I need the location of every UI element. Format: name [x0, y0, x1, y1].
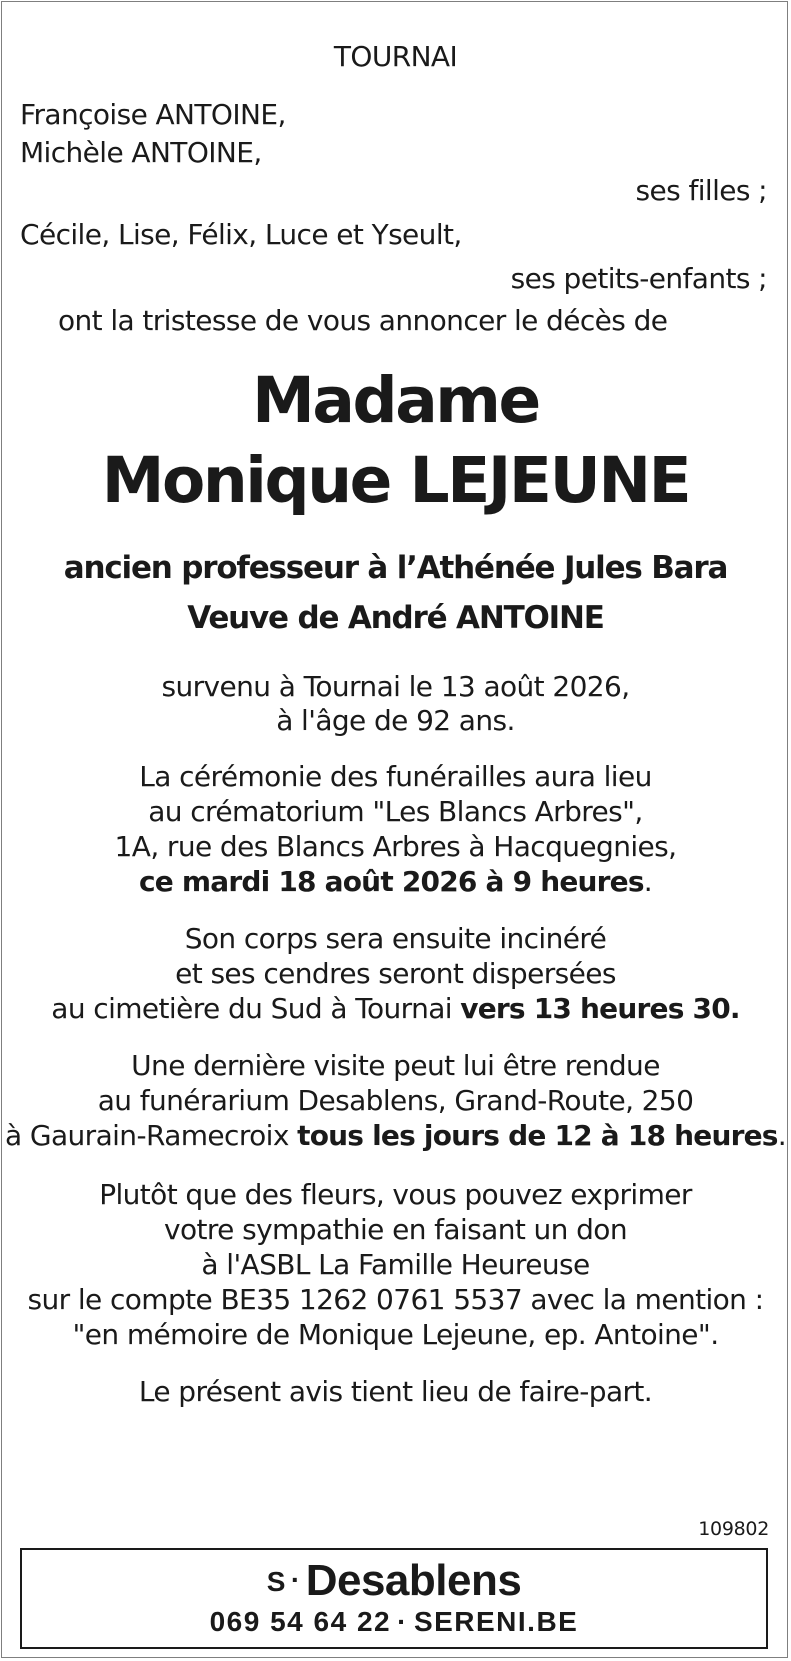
announcement-text: ont la tristesse de vous annoncer le décès de [58, 304, 668, 337]
daughter-name: Michèle ANTOINE, [20, 136, 262, 169]
reference-number: 109802 [698, 1518, 769, 1540]
cremation-time: vers 13 heures 30. [460, 992, 740, 1025]
phone-number: 069 54 64 22 [209, 1606, 392, 1637]
ceremony-address: 1A, rue des Blancs Arbres à Hacquegnies, [114, 830, 677, 863]
funeral-home-contact [22, 1606, 766, 1638]
deceased-widow-of: Veuve de André ANTOINE [187, 600, 604, 636]
deceased-profession: ancien professeur à l’Athénée Jules Bara [63, 550, 728, 586]
funeral-home-logo [22, 1556, 766, 1606]
cremation-line: et ses cendres seront dispersées [175, 957, 616, 990]
visit-address: au funérarium Desablens, Grand-Route, 250 [97, 1084, 694, 1117]
grandchildren-role: ses petits-enfants ; [510, 262, 767, 295]
cremation-line: Son corps sera ensuite incinéré [184, 922, 607, 955]
website-link[interactable]: SERENI.BE [413, 1606, 579, 1637]
donation-recipient: à l'ASBL La Famille Heureuse [201, 1248, 590, 1281]
donation-account: sur le compte BE35 1262 0761 5537 avec la mention : [27, 1283, 764, 1316]
deceased-name: Monique LEJEUNE [101, 444, 690, 517]
death-place-date: survenu à Tournai le 13 août 2026, [161, 670, 630, 703]
obituary-notice [1, 1, 788, 1658]
donation-mention: "en mémoire de Monique Lejeune, ep. Antoine". [72, 1318, 719, 1351]
city-heading: TOURNAI [333, 40, 458, 73]
deceased-title: Madame [252, 364, 539, 437]
cremation-place: au cimetière du Sud à Tournai [51, 992, 461, 1025]
visit-hours [2, 1119, 789, 1152]
ceremony-line: La cérémonie des funérailles aura lieu [139, 760, 652, 793]
death-age: à l'âge de 92 ans. [276, 704, 515, 737]
donation-line: Plutôt que des fleurs, vous pouvez exprimer [99, 1178, 692, 1211]
ceremony-date [2, 865, 789, 898]
cremation-place-time [2, 992, 789, 1025]
visit-line: Une dernière visite peut lui être rendue [131, 1049, 660, 1082]
grandchildren-names: Cécile, Lise, Félix, Luce et Yseult, [20, 218, 462, 251]
daughter-name: Françoise ANTOINE, [20, 98, 286, 131]
ceremony-date-end: . [643, 865, 653, 898]
funeral-home-name: Desablens [305, 1556, 522, 1605]
donation-line: votre sympathie en faisant un don [164, 1213, 627, 1246]
closing-text: Le présent avis tient lieu de faire-part. [138, 1375, 653, 1408]
visit-town: à Gaurain-Ramecroix [5, 1119, 298, 1152]
contact-separator: · [397, 1606, 408, 1637]
logo-separator: · [290, 1564, 300, 1595]
funeral-home-box [20, 1548, 768, 1649]
ceremony-line: au crématorium "Les Blancs Arbres", [148, 795, 643, 828]
ceremony-date-bold: ce mardi 18 août 2026 à 9 heures [138, 865, 644, 898]
daughters-role: ses filles ; [635, 174, 767, 207]
visit-hours-end: . [777, 1119, 786, 1152]
visit-hours-bold: tous les jours de 12 à 18 heures [297, 1119, 778, 1152]
logo-mark-icon: S [266, 1566, 285, 1597]
